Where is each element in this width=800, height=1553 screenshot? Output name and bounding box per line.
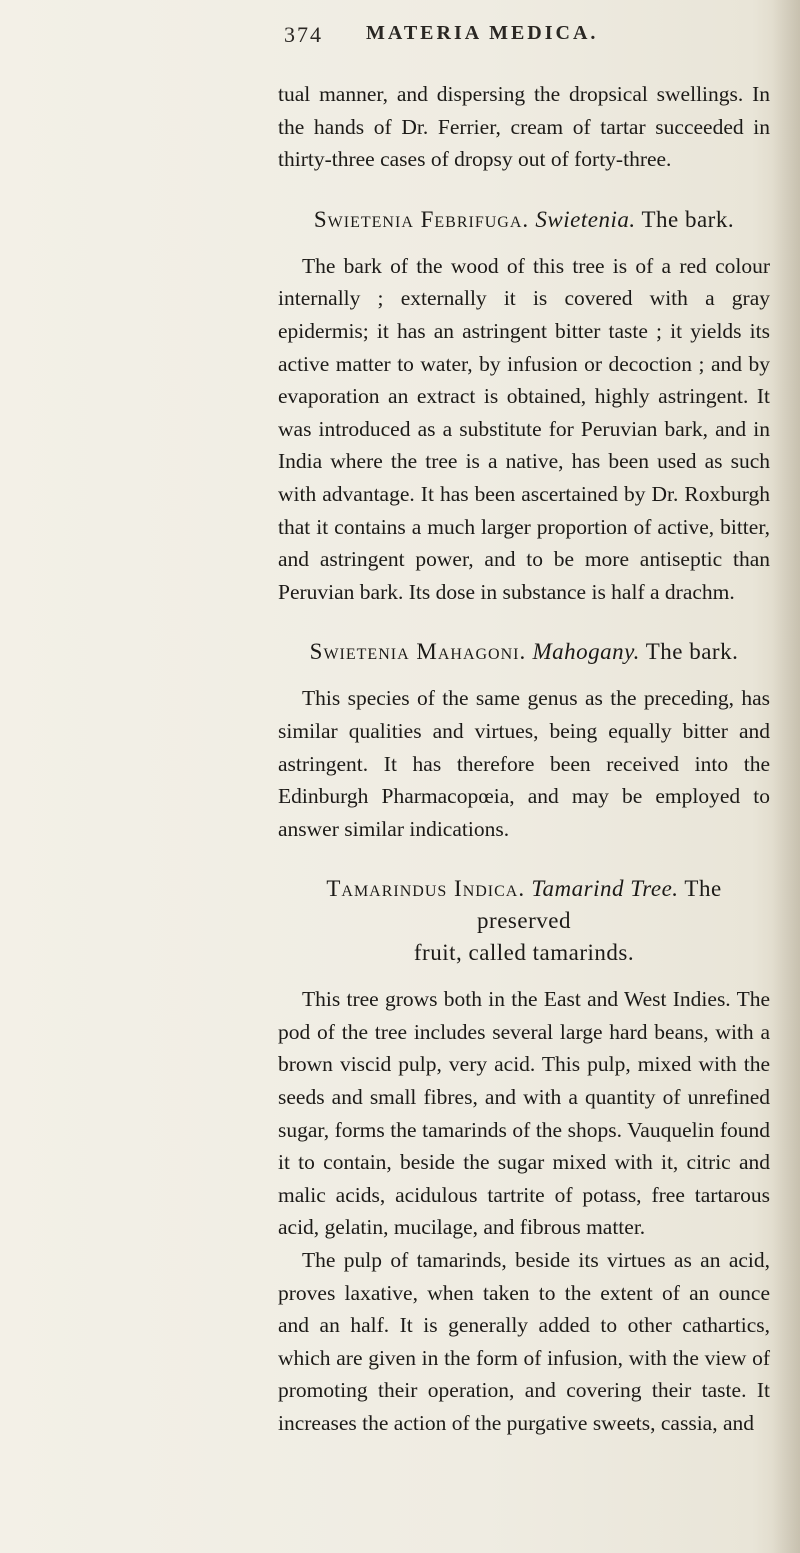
entry-heading-swietenia-mahagoni: [278, 636, 770, 668]
entry-heading-tamarindus-indica: [278, 873, 770, 969]
entry-common-name: Swietenia.: [535, 206, 636, 232]
entry-common-name: Tamarind Tree.: [531, 876, 679, 902]
entry-common-name: Mahogany.: [532, 639, 640, 665]
entry-body-paragraph: This species of the same genus as the preceding, has similar qualities and virtues, being equally bitter and astringent. It has therefore been received into the Edinburgh Pharmacopœia, and may be employed to answer similar indications.: [278, 686, 770, 841]
page-number: 374: [284, 22, 323, 47]
entry-latin-name: Swietenia Mahagoni.: [309, 639, 527, 665]
entry-part-used: The bark.: [641, 206, 735, 232]
entry-latin-name: Tamarindus Indica.: [326, 876, 526, 902]
entry-body-paragraph: The pulp of tamarinds, beside its virtues as an acid, proves laxative, when taken to the extent of an ounce and an half. It is generally added to other cathartics, which are given in the form of infusion, with the view of promoting their operation, and covering their taste. It increases the action of the purgative sweets, cassia, and: [278, 1248, 770, 1435]
page-body: [278, 78, 770, 1440]
entry-body-paragraph: The bark of the wood of this tree is of a red colour internally ; externally it is covered with a gray epidermis; it has an astringent bitter taste ; it yields its active matter to water, by infusion or decoction ; and by evaporation an extract is obtained, highly astringent. It was introduced as a substitute for Peruvian bark, and in India where the tree is a native, has been used as such with advantage. It has been ascertained by Dr. Roxburgh that it contains a much larger proportion of active, bitter, and astringent power, and to be more antiseptic than Peruvian bark. Its dose in substance is half a drachm.: [278, 253, 770, 604]
entry-heading-swietenia-febrifuga: [278, 204, 770, 236]
page-edge-shadow: [772, 0, 800, 1553]
entry-part-used-continued: fruit, called tamarinds.: [413, 940, 635, 966]
entry-latin-name: Swietenia Febrifuga.: [313, 206, 530, 232]
paragraph-continued: tual manner, and dispersing the dropsical swellings. In the hands of Dr. Ferrier, cream of tartar succeeded in thirty-three cases of dropsy out of forty-three.: [278, 82, 770, 172]
entry-part-used: The bark.: [645, 639, 739, 665]
entry-part-used: The preserved: [477, 876, 722, 934]
entry-body-paragraph: This tree grows both in the East and West Indies. The pod of the tree includes several large hard beans, with a brown viscid pulp, very acid. This pulp, mixed with the seeds and small fibres, and with a quantity of unrefined sugar, forms the tamarinds of the shops. Vauquelin found it to contain, beside the sugar mixed with it, citric and malic acids, acidulous tartrite of potass, free tartarous acid, gelatin, mucilage, and fibrous matter.: [278, 987, 770, 1240]
running-title: MATERIA MEDICA.: [366, 22, 599, 44]
